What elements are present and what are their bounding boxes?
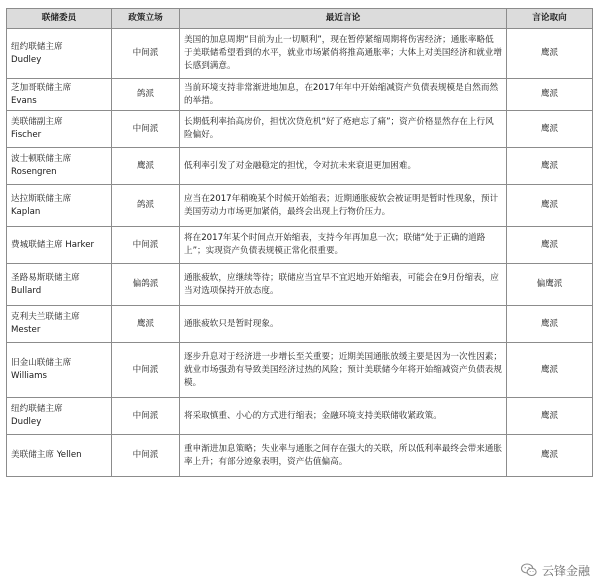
member-title: 芝加哥联储主席 [11,82,72,93]
cell-orientation: 鹰派 [507,306,593,343]
member-title: 美联储主席 Yellen [11,450,82,460]
cell-remark: 应当在2017年稍晚某个时候开始缩表；近期通胀疲软会被证明是暂时性现象，预计美国劳动力市场更加紧俏，最终会出现上行物价压力。 [180,185,507,227]
cell-orientation: 鹰派 [507,185,593,227]
cell-member [7,264,112,306]
cell-remark: 通胀疲软，应继续等待；联储应当宜早不宜迟地开始缩表，可能会在9月份缩表，应当对选项保持开放态度。 [180,264,507,306]
cell-remark: 低利率引发了对金融稳定的担忧，令对抗未来衰退更加困难。 [180,148,507,185]
cell-member [7,435,112,477]
cell-member [7,343,112,398]
cell-orientation: 鹰派 [507,398,593,435]
cell-stance: 鸽派 [112,79,180,111]
table-row [7,111,593,148]
cell-remark: 当前环境支持非常渐进地加息，在2017年年中开始缩减资产负债表规模是自然而然的举措。 [180,79,507,111]
table-row [7,148,593,185]
cell-orientation: 鹰派 [507,435,593,477]
cell-remark: 重申渐进加息策略；失业率与通胀之间存在强大的关联，所以低利率最终会带来通胀率上升；有部分迹象表明，资产估值偏高。 [180,435,507,477]
member-name: Bullard [11,285,42,296]
cell-remark: 将采取慎重、小心的方式进行缩表；金融环境支持美联储收紧政策。 [180,398,507,435]
cell-remark: 通胀疲软只是暂时现象。 [180,306,507,343]
cell-member [7,148,112,185]
header-member: 联储委员 [7,9,112,29]
fed-officials-table [6,8,593,477]
cell-member [7,398,112,435]
member-title: 旧金山联储主席 [11,358,72,368]
member-title: 美联储副主席 [11,117,63,127]
member-name: Kaplan [11,206,41,217]
member-title: 纽约联储主席 [11,404,63,414]
header-stance: 政策立场 [112,9,180,29]
cell-remark: 逐步升息对于经济进一步增长至关重要；近期美国通胀放缓主要是因为一次性因素；就业市场强劲有导致美国经济过热的风险；预计美联储今年将开始缩减资产负债表规模。 [180,343,507,398]
cell-stance: 中间派 [112,227,180,264]
cell-member [7,306,112,343]
member-name: Fischer [11,130,42,140]
header-orientation: 言论取向 [507,9,593,29]
table-row [7,227,593,264]
cell-stance: 偏鸽派 [112,264,180,306]
watermark-text: 云锋金融 [541,563,590,578]
table-row [7,29,593,79]
member-name: Dudley [11,54,42,65]
cell-remark: 长期低利率抬高房价，担忧次贷危机“好了疮疤忘了痛”；资产价格显然存在上行风险偏好。 [180,111,507,148]
cell-stance: 中间派 [112,343,180,398]
member-title: 纽约联储主席 [11,41,63,52]
cell-member [7,29,112,79]
member-title: 达拉斯联储主席 [11,193,72,204]
cell-orientation: 鹰派 [507,343,593,398]
member-title: 圣路易斯联储主席 [11,272,80,283]
member-title: 波士顿联储主席 [11,154,72,164]
table-row [7,398,593,435]
cell-orientation: 鹰派 [507,29,593,79]
cell-member [7,185,112,227]
table-row [7,264,593,306]
cell-orientation: 鹰派 [507,148,593,185]
member-title: 费城联储主席 Harker [11,239,95,250]
cell-orientation: 鹰派 [507,227,593,264]
cell-stance: 鸽派 [112,185,180,227]
cell-stance: 中间派 [112,398,180,435]
table-row [7,79,593,111]
cell-member [7,227,112,264]
cell-stance: 鹰派 [112,306,180,343]
header-remark: 最近言论 [180,9,507,29]
table-header-row [7,9,593,29]
wechat-icon [520,561,538,579]
cell-stance: 中间派 [112,435,180,477]
member-name: Williams [11,371,47,381]
cell-stance: 鹰派 [112,148,180,185]
cell-remark: 美国的加息周期“目前为止一切顺利”，现在暂停紧缩周期将伤害经济；通胀率略低于美联储希望看到的水平，就业市场紧俏将推高通胀率；大体上对美国经济和就业增长感到满意。 [180,29,507,79]
member-name: Evans [11,95,37,106]
cell-orientation: 鹰派 [507,79,593,111]
cell-member [7,79,112,111]
cell-orientation: 偏鹰派 [507,264,593,306]
member-name: Rosengren [11,167,57,177]
table-body [7,29,593,477]
table-row [7,343,593,398]
cell-stance: 中间派 [112,29,180,79]
member-name: Dudley [11,417,42,427]
table-row [7,435,593,477]
cell-stance: 中间派 [112,111,180,148]
cell-member [7,111,112,148]
cell-orientation: 鹰派 [507,111,593,148]
table-row [7,306,593,343]
member-title: 克利夫兰联储主席 [11,312,80,322]
cell-remark: 将在2017年某个时间点开始缩表，支持今年再加息一次；联储“处于正确的道路上”；实现资产负债表规模正常化很重要。 [180,227,507,264]
table-row [7,185,593,227]
watermark [520,561,590,579]
member-name: Mester [11,325,41,335]
